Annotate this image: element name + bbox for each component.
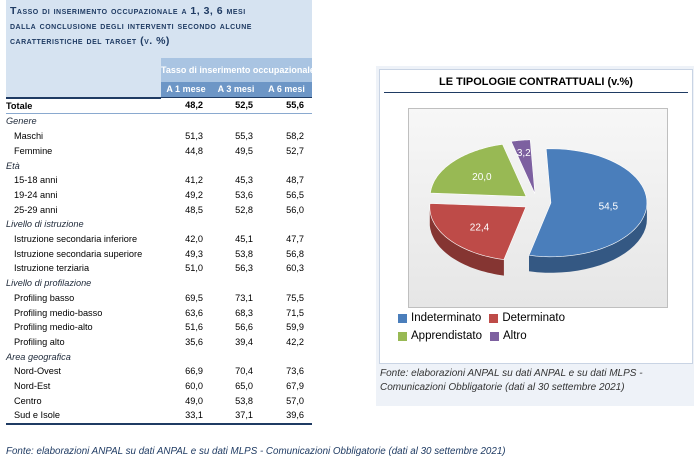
table-row xyxy=(6,188,312,203)
table-section-header xyxy=(6,114,312,129)
legend-swatch xyxy=(398,314,407,323)
pie-slice-apprendistato xyxy=(430,144,526,196)
pie-value-label-altro: 3,2 xyxy=(516,148,531,159)
pie-value-label-indeterminato: 54,5 xyxy=(598,201,619,213)
table-cell: 67,9 xyxy=(286,381,305,392)
table-section-header xyxy=(6,159,312,174)
legend-item-altro xyxy=(490,330,527,342)
row-label: Sud e Isole xyxy=(6,408,161,424)
table-cell: 73,6 xyxy=(286,366,305,377)
row-label: Femmine xyxy=(14,145,53,156)
table-row xyxy=(6,247,312,262)
table-cell: 68,3 xyxy=(235,307,253,318)
column-group-header: Tasso di inserimento occupazionale xyxy=(161,58,312,82)
row-label: 19-24 anni xyxy=(14,189,58,200)
table-row-total xyxy=(6,98,312,114)
table-cell: 35,6 xyxy=(185,336,203,347)
table-cell: 48,2 xyxy=(161,98,211,114)
row-label: Nord-Est xyxy=(14,381,51,392)
column-header: A 6 mesi xyxy=(261,82,312,98)
table-cell: 49,0 xyxy=(185,395,203,406)
row-label: Istruzione secondaria inferiore xyxy=(14,234,138,245)
table-cell: 69,5 xyxy=(185,292,203,303)
table-row xyxy=(6,173,312,188)
table-cell: 48,7 xyxy=(286,175,305,186)
table-cell: 45,3 xyxy=(235,175,253,186)
table-row xyxy=(6,364,312,379)
row-label: Profiling alto xyxy=(14,336,65,347)
table-cell: 52,7 xyxy=(286,145,305,156)
legend-label: Altro xyxy=(502,330,527,342)
table-cell: 71,5 xyxy=(286,307,305,318)
table-title-line-1: Tasso di inserimento occupazionale a 1, 3, 6 mesi xyxy=(10,5,246,17)
legend-swatch xyxy=(490,332,499,341)
table-cell: 73,1 xyxy=(235,292,253,303)
row-label: Profiling basso xyxy=(14,292,75,303)
row-label: Profiling medio-alto xyxy=(14,322,93,333)
table-cell: 56,6 xyxy=(235,322,253,333)
table-row xyxy=(6,408,312,424)
legend-label: Determinato xyxy=(502,312,565,324)
table-row xyxy=(6,261,312,276)
pie-chart xyxy=(380,70,692,310)
table-cell: 49,2 xyxy=(185,189,203,200)
table-cell: 56,8 xyxy=(286,248,305,259)
table-section-header xyxy=(6,350,312,365)
table-row xyxy=(6,144,312,159)
table-cell: 56,5 xyxy=(286,189,305,200)
legend-swatch xyxy=(398,332,407,341)
table-cell: 39,6 xyxy=(261,408,312,424)
table-cell: 33,1 xyxy=(161,408,211,424)
table-title xyxy=(6,0,312,58)
row-label: 25-29 anni xyxy=(14,204,58,215)
table-cell: 51,0 xyxy=(185,263,203,274)
table-cell: 49,3 xyxy=(185,248,203,259)
table-title-line-2: dalla conclusione degli interventi secondo alcune xyxy=(10,20,252,32)
table-cell: 60,3 xyxy=(286,263,305,274)
table-cell: 59,9 xyxy=(286,322,305,333)
table-cell: 55,3 xyxy=(235,131,253,142)
table-cell: 44,8 xyxy=(185,145,203,156)
section-label: Livello di profilazione xyxy=(6,278,92,289)
pie-value-label-determinato: 22,4 xyxy=(469,222,490,234)
occupational-rate-table xyxy=(6,58,315,425)
row-label: Profiling medio-basso xyxy=(14,307,103,318)
row-label: Centro xyxy=(14,395,42,406)
pie-chart-title: LE TIPOLOGIE CONTRATTUALI (v.%) xyxy=(384,76,688,93)
table-row xyxy=(6,335,312,350)
table-cell: 51,6 xyxy=(185,322,203,333)
table-row xyxy=(6,232,312,247)
table-cell: 47,7 xyxy=(286,234,305,245)
column-header: A 1 mese xyxy=(161,82,211,98)
row-label: Maschi xyxy=(14,131,44,142)
table-row xyxy=(6,320,312,335)
table-cell: 39,4 xyxy=(235,336,253,347)
section-label: Livello di istruzione xyxy=(6,219,84,230)
legend-label: Apprendistato xyxy=(411,330,482,342)
pie-value-label-apprendistato: 20,0 xyxy=(472,171,492,183)
table-cell: 70,4 xyxy=(235,366,253,377)
table-cell: 75,5 xyxy=(286,292,305,303)
table-cell: 55,6 xyxy=(261,98,312,114)
row-label: 15-18 anni xyxy=(14,175,58,186)
table-section-header xyxy=(6,217,312,232)
legend-swatch xyxy=(489,314,498,323)
table-cell: 63,6 xyxy=(185,307,203,318)
table-row xyxy=(6,129,312,144)
table-row xyxy=(6,379,312,394)
table-cell: 60,0 xyxy=(185,381,203,392)
table-cell: 56,0 xyxy=(286,204,305,215)
table-cell: 52,5 xyxy=(211,98,261,114)
table-row xyxy=(6,394,312,409)
column-header: A 3 mesi xyxy=(211,82,261,98)
legend-item-determinato xyxy=(489,312,565,324)
table-title-line-3: caratteristiche del target (v. %) xyxy=(10,35,170,47)
table-cell: 66,9 xyxy=(185,366,203,377)
table-cell: 53,8 xyxy=(235,395,253,406)
table-cell: 49,5 xyxy=(235,145,253,156)
row-label: Istruzione terziaria xyxy=(14,263,90,274)
table-row xyxy=(6,291,312,306)
table-cell: 53,6 xyxy=(235,189,253,200)
legend-item-apprendistato xyxy=(398,330,482,342)
contract-types-panel xyxy=(376,66,694,406)
table-row xyxy=(6,203,312,218)
pie-chart-box xyxy=(379,69,693,364)
section-label: Genere xyxy=(6,116,37,127)
occupational-rate-table-panel xyxy=(6,0,315,425)
row-label: Totale xyxy=(6,98,161,114)
table-cell: 65,0 xyxy=(235,381,253,392)
table-cell: 41,2 xyxy=(185,175,203,186)
row-label: Nord-Ovest xyxy=(14,366,61,377)
table-cell: 53,8 xyxy=(235,248,253,259)
section-label: Età xyxy=(6,160,20,171)
pie-footnote: Fonte: elaborazioni ANPAL su dati ANPAL e su dati MLPS - Comunicazioni Obbligatorie (dati al 30 settembre 2021) xyxy=(380,368,643,393)
table-cell: 48,5 xyxy=(185,204,203,215)
table-cell: 42,2 xyxy=(286,336,305,347)
pie-legend xyxy=(398,312,688,348)
table-cell: 45,1 xyxy=(235,234,253,245)
table-cell: 57,0 xyxy=(286,395,305,406)
table-cell: 52,8 xyxy=(235,204,253,215)
legend-item-indeterminato xyxy=(398,312,481,324)
table-cell: 37,1 xyxy=(211,408,261,424)
table-cell: 56,3 xyxy=(235,263,253,274)
table-cell: 51,3 xyxy=(185,131,203,142)
table-footnote: Fonte: elaborazioni ANPAL su dati ANPAL e su dati MLPS - Comunicazioni Obbligatorie (dati al 30 settembre 2021) xyxy=(6,446,506,457)
table-cell: 58,2 xyxy=(286,131,305,142)
row-label: Istruzione secondaria superiore xyxy=(14,248,143,259)
legend-label: Indeterminato xyxy=(411,312,482,324)
table-section-header xyxy=(6,276,312,291)
section-label: Area geografica xyxy=(6,351,71,362)
table-cell: 42,0 xyxy=(185,234,203,245)
table-row xyxy=(6,306,312,321)
